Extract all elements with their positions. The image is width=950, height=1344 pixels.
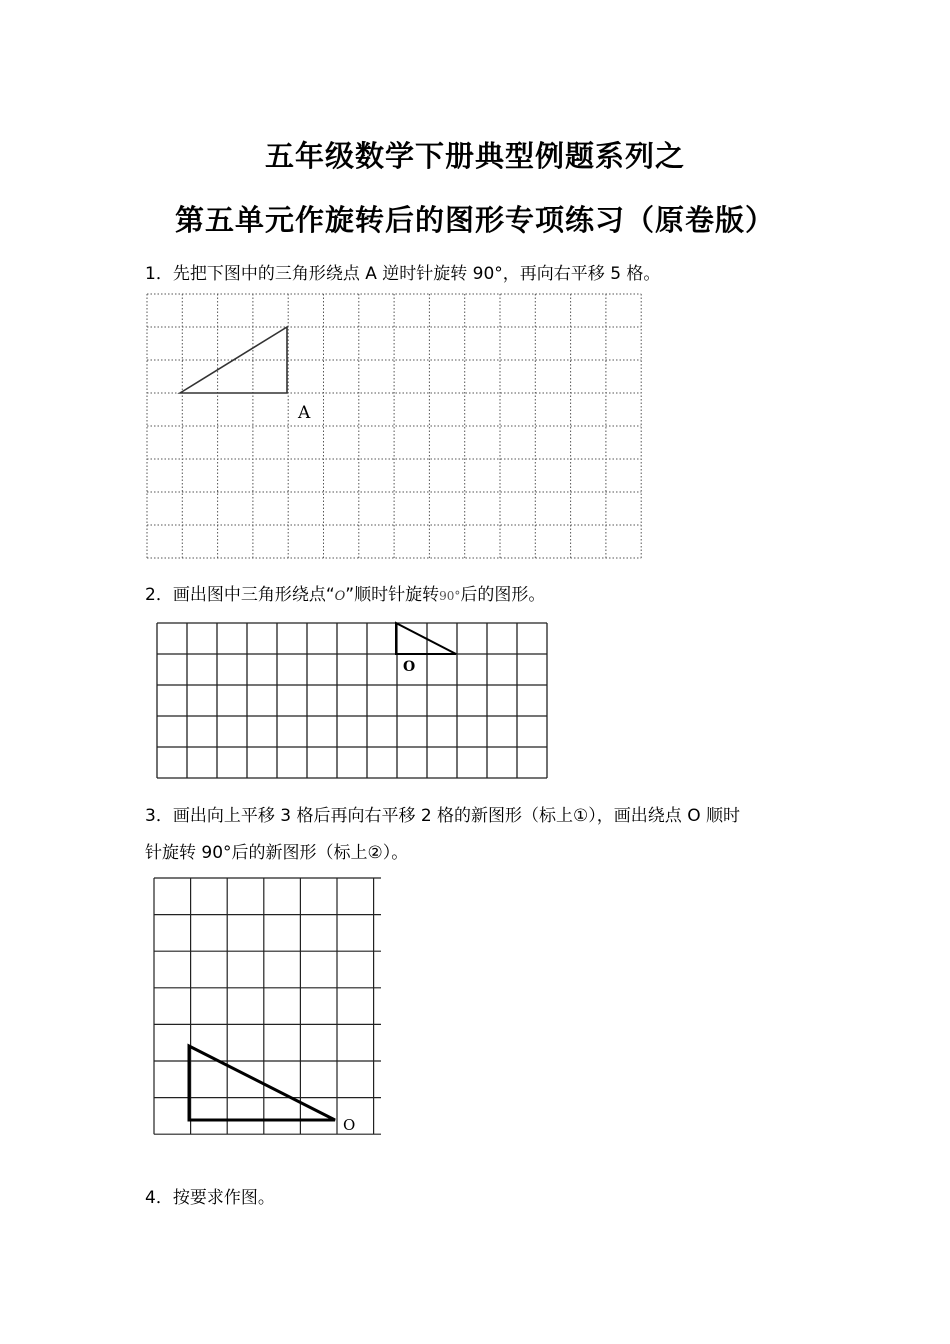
triangle-shape bbox=[189, 1046, 335, 1120]
solid-grid bbox=[157, 623, 547, 778]
point-a-label: A bbox=[298, 403, 311, 423]
question-2-prefix: 2．画出图中三角形绕点“ bbox=[145, 585, 335, 605]
point-o-symbol: O bbox=[334, 589, 346, 604]
question-2-text bbox=[145, 580, 545, 605]
question-2-suffix: 后的图形。 bbox=[460, 585, 546, 605]
figure-3-overlay bbox=[151, 876, 491, 1141]
question-1-text: 1．先把下图中的三角形绕点 A 逆时针旋转 90°，再向右平移 5 格。 bbox=[145, 264, 661, 284]
point-o-label: O bbox=[403, 659, 416, 675]
question-4-text: 4．按要求作图。 bbox=[145, 1188, 275, 1208]
figure-2-grid bbox=[154, 620, 554, 785]
question-3-text-line-2: 针旋转 90°后的新图形（标上②）。 bbox=[145, 843, 409, 863]
figure-1-grid bbox=[145, 292, 645, 562]
triangle-shape bbox=[396, 623, 456, 654]
point-o-label: O bbox=[343, 1116, 356, 1134]
question-2-mid: ”顺时针旋转 bbox=[345, 585, 440, 605]
dotted-grid bbox=[147, 294, 641, 558]
question-3-text-line-1: 3．画出向上平移 3 格后再向右平移 2 格的新图形（标上①），画出绕点 O 顺时 bbox=[145, 806, 740, 826]
angle-90-symbol: 90° bbox=[439, 589, 461, 603]
title-line-1: 五年级数学下册典型例题系列之 bbox=[264, 139, 685, 173]
title-line-2: 第五单元作旋转后的图形专项练习（原卷版） bbox=[174, 203, 775, 237]
